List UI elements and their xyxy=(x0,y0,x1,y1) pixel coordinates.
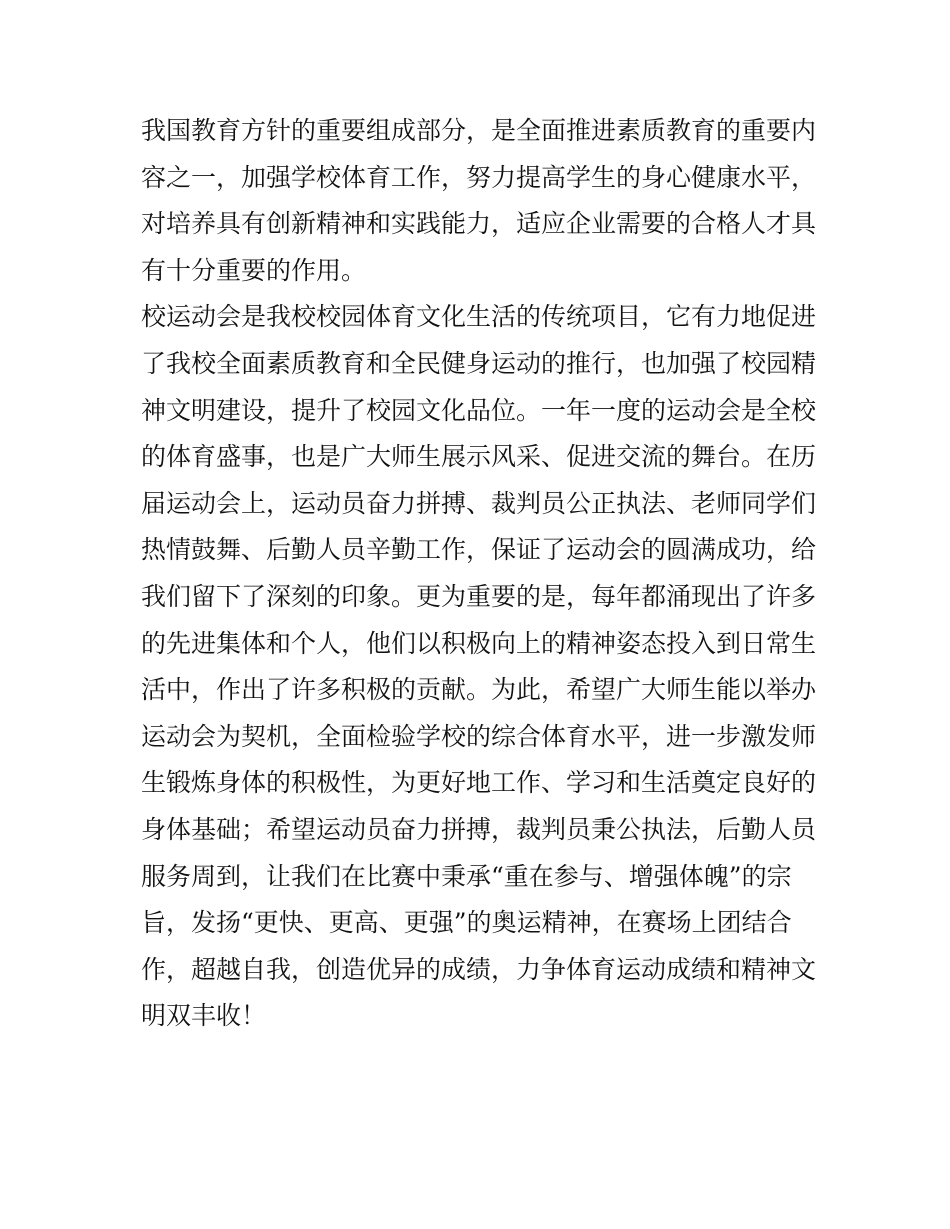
text-line: 的先进集体和个人，他们以积极向上的精神姿态投入到日常生 xyxy=(141,628,817,658)
text-line: 的体育盛事，也是广大师生展示风采、促进交流的舞台。在历 xyxy=(141,442,817,472)
text-line: 运动会为契机，全面检验学校的综合体育水平，进一步激发师 xyxy=(141,721,817,751)
text-line: 神文明建设，提升了校园文化品位。一年一度的运动会是全校 xyxy=(141,395,817,425)
paragraph-2 xyxy=(141,294,817,1040)
text-line: 旨，发扬“更快、更高、更强”的奥运精神，在赛场上团结合 xyxy=(141,908,792,938)
text-line: 我们留下了深刻的印象。更为重要的是，每年都涌现出了许多 xyxy=(141,581,817,611)
text-line: 作，超越自我，创造优异的成绩，力争体育运动成绩和精神文 xyxy=(141,954,817,984)
text-line: 容之一，加强学校体育工作，努力提高学生的身心健康水平， xyxy=(141,162,817,192)
text-line: 了我校全面素质教育和全民健身运动的推行，也加强了校园精 xyxy=(141,348,817,378)
text-line: 服务周到，让我们在比赛中秉承“重在参与、增强体魄”的宗 xyxy=(141,861,792,891)
text-line: 明双丰收！ xyxy=(141,1001,267,1031)
text-line: 活中，作出了许多积极的贡献。为此，希望广大师生能以举办 xyxy=(141,675,817,705)
document-body xyxy=(141,108,817,1040)
text-line: 有十分重要的作用。 xyxy=(141,255,367,285)
text-line: 生锻炼身体的积极性，为更好地工作、学习和生活奠定良好的 xyxy=(141,768,817,798)
text-line: 校运动会是我校校园体育文化生活的传统项目，它有力地促进 xyxy=(141,302,817,332)
text-line: 对培养具有创新精神和实践能力，适应企业需要的合格人才具 xyxy=(141,209,817,239)
text-line: 热情鼓舞、后勤人员辛勤工作，保证了运动会的圆满成功，给 xyxy=(141,535,817,565)
paragraph-1 xyxy=(141,108,817,294)
text-line: 身体基础；希望运动员奋力拼搏，裁判员秉公执法，后勤人员 xyxy=(141,814,817,844)
text-line: 届运动会上，运动员奋力拼搏、裁判员公正执法、老师同学们 xyxy=(141,488,817,518)
text-line: 我国教育方针的重要组成部分，是全面推进素质教育的重要内 xyxy=(141,116,817,145)
